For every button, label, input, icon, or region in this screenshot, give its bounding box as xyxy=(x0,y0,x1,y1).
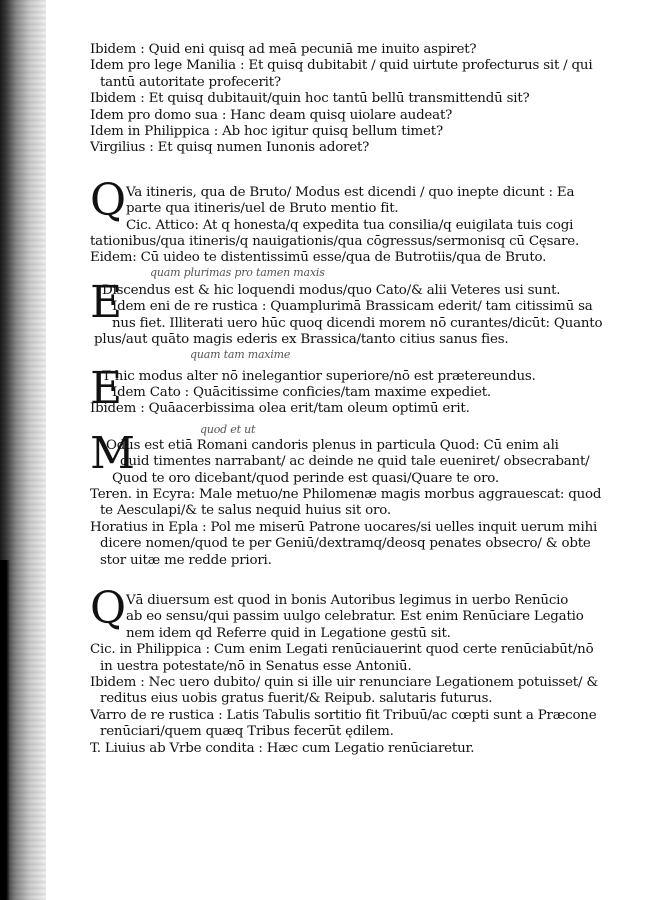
text-line: Vā diuersum est quod in bonis Autoribus legimus in uerbo Renūcio xyxy=(126,592,569,608)
drop-cap-q: Q xyxy=(90,174,126,226)
text-line: T hic modus alter nō inelegantior superiore/nō est prætereundus. xyxy=(102,368,536,384)
text-line: Ibidem : Et quisq dubitauit/quin hoc tantū bellū transmittendū sit? xyxy=(90,91,530,107)
text-line: tationibus/qua itineris/q nauigationis/qua cōgressus/sermonisq cū Cęsare. xyxy=(90,234,580,250)
text-line: Eidem: Cū uideo te distentissimū esse/qua de Butrotiis/qua de Bruto. xyxy=(90,250,547,266)
handwritten-note: quam plurimas pro tamen maxis xyxy=(150,265,325,279)
paragraph-discendus xyxy=(90,276,605,361)
drop-cap-m: M xyxy=(90,427,135,479)
text-line: renūciari/quem quæq Tribus fecerūt ędilem. xyxy=(100,724,394,740)
paragraph-hic-modus xyxy=(90,362,605,436)
text-line: nus fiet. Illiterati uero hūc quoq dicendi morem nō curantes/dicūt: Quanto xyxy=(112,315,603,331)
text-line: Virgilius : Et quisq numen Iunonis adoret? xyxy=(90,140,370,156)
drop-cap-e: E xyxy=(90,362,122,414)
text-line: parte qua itineris/uel de Bruto mentio fit. xyxy=(126,201,399,217)
binding-shadow xyxy=(0,560,10,900)
book-page xyxy=(90,42,605,757)
text-line: Ibidem : Quid eni quisq ad meā pecuniā me inuito aspiret? xyxy=(90,42,477,57)
text-line: Odus est etiā Romani candoris plenus in particula Quod: Cū enim ali xyxy=(106,437,559,453)
text-line: Idem pro lege Manilia : Et quisq dubitabit / quid uirtute profecturus sit / qui xyxy=(90,58,593,74)
text-line: Idem in Philippica : Ab hoc igitur quisq bellum timet? xyxy=(90,124,443,140)
text-line: Teren. in Ecyra: Male metuo/ne Philomenæ magis morbus aggrauescat: quod xyxy=(90,486,602,502)
text-line: quid timentes narrabant/ ac deinde ne quid tale eueniret/ obsecrabant/ xyxy=(120,454,590,470)
drop-cap-e: E xyxy=(90,276,122,328)
paragraph-renucio xyxy=(90,582,605,757)
text-line: Discendus est & hic loquendi modus/quo Cato/& alii Veteres usi sunt. xyxy=(102,282,561,298)
text-line: Va itineris, qua de Bruto/ Modus est dicendi / quo inepte dicunt : Ea xyxy=(126,184,575,200)
text-line: Cic. in Philippica : Cum enim Legati renūciauerint quod certe renūciabūt/nō xyxy=(90,642,594,658)
text-line: Idem pro domo sua : Hanc deam quisq uiolare audeat? xyxy=(90,107,453,123)
text-line: plus/aut quāto magis ederis ex Brassica/tanto citius sanus fies. xyxy=(94,332,509,348)
text-line: Cic. Attico: At q honesta/q expedita tua consilia/q euigilata tuis cogi xyxy=(126,217,574,233)
text-line: ab eo sensu/qui passim uulgo celebratur. Est enim Renūciare Legatio xyxy=(126,609,584,625)
text-line: T. Liuius ab Vrbe condita : Hæc cum Legatio renūciaretur. xyxy=(90,740,475,756)
text-line: stor uitæ me redde priori. xyxy=(100,552,272,568)
handwritten-note: quod et ut xyxy=(200,422,256,436)
text-line: in uestra potestate/nō in Senatus esse Antoniū. xyxy=(100,658,412,674)
text-line: nem idem qd Referre quid in Legatione gestū sit. xyxy=(126,625,451,641)
text-line: reditus eius uobis gratus fuerit/& Reipub. salutaris futurus. xyxy=(100,691,493,707)
text-line: Quod te oro dicebant/quod perinde est quasi/Quare te oro. xyxy=(112,470,499,486)
text-line: Varro de re rustica : Latis Tabulis sortitio fit Tribuū/ac cœpti sunt a Præcone xyxy=(90,707,597,723)
text-line: Idem Cato : Quācitissime conficies/tam maxime expediet. xyxy=(112,384,491,400)
paragraph-qua-itineris xyxy=(90,174,605,279)
text-line: tantū autoritate profecerit? xyxy=(100,74,281,90)
text-line: dicere nomen/quod te per Geniū/dextramq/deosq penates obsecro/ & obte xyxy=(100,536,591,552)
text-line: Ibidem : Nec uero dubito/ quin si ille uir renunciare Legationem potuisset/ & xyxy=(90,675,599,690)
handwritten-note: quam tam maxime xyxy=(190,347,291,361)
text-line: Horatius in Epla : Pol me miserū Patrone uocares/si uelles inquit uerum mihi xyxy=(90,519,598,535)
text-line: te Aesculapi/& te salus nequid huius sit oro. xyxy=(100,503,391,519)
citation-block-header xyxy=(90,42,605,157)
text-line: Idem eni de re rustica : Quamplurimā Brassicam ederit/ tam citissimū sa xyxy=(112,299,593,315)
drop-cap-q: Q xyxy=(90,582,126,634)
text-line: Ibidem : Quāacerbissima olea erit/tam oleum optimū erit. xyxy=(90,401,470,417)
